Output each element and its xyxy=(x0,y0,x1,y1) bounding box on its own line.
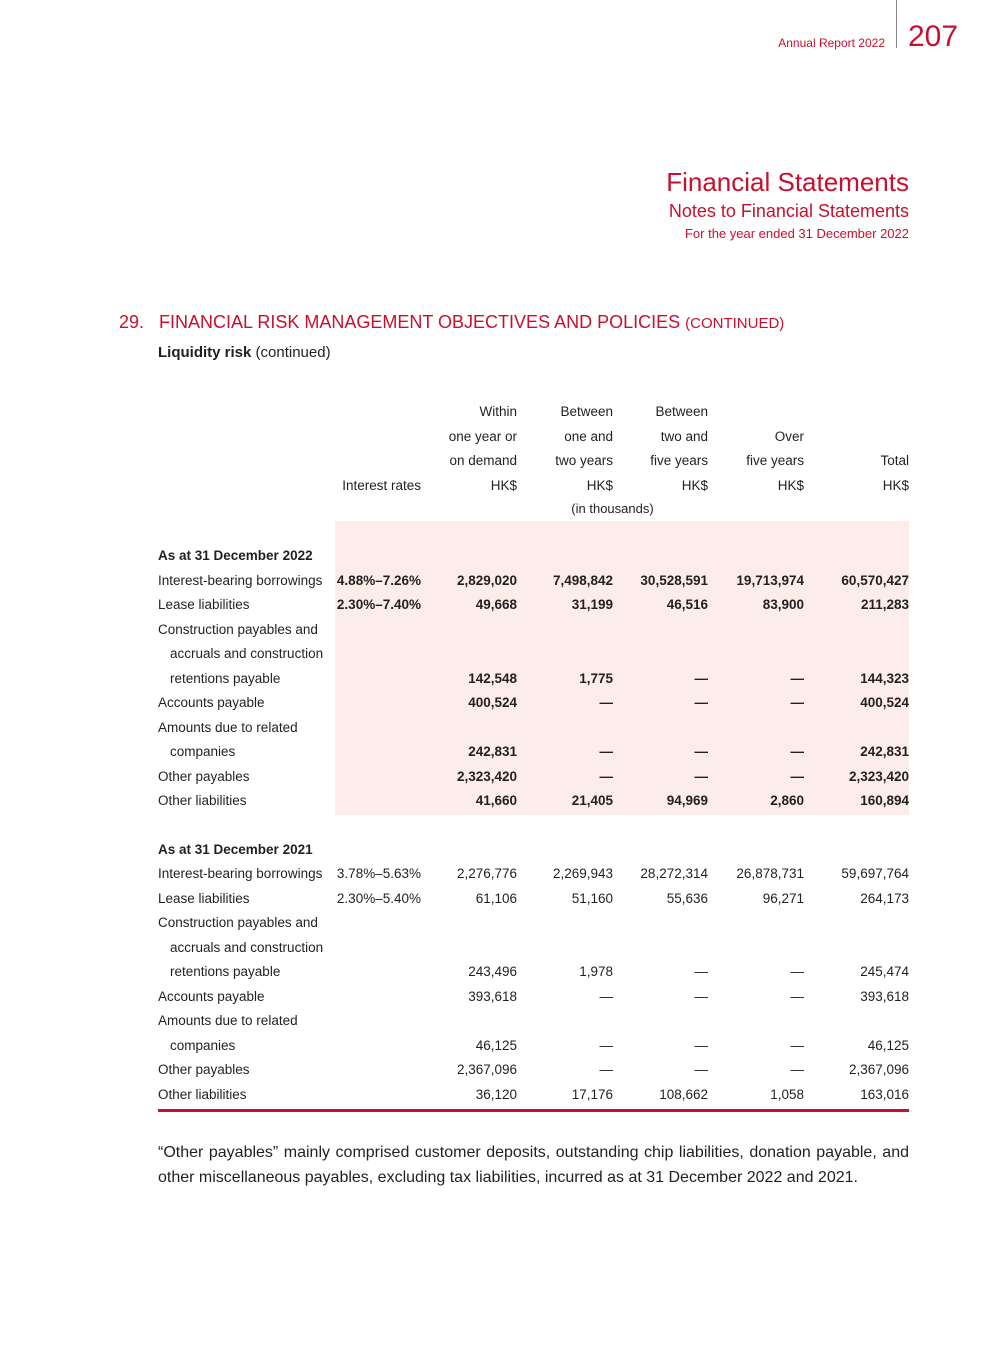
empty-cell xyxy=(708,1009,804,1034)
row-label: companies xyxy=(170,1037,236,1053)
empty-cell xyxy=(335,936,421,961)
value-cell: — xyxy=(694,988,708,1004)
column-header xyxy=(335,400,421,425)
value-cell: 2,367,096 xyxy=(848,1062,909,1077)
value-cell: 2,829,020 xyxy=(456,572,517,588)
unit-blank xyxy=(158,498,335,520)
subsection-continued: (continued) xyxy=(255,344,331,361)
table-bottom-rule xyxy=(158,1109,909,1112)
empty-cell xyxy=(421,618,517,643)
row-label: Other payables xyxy=(158,1062,250,1077)
row-label: Lease liabilities xyxy=(158,597,250,612)
interest-rate-cell: 2.30%–7.40% xyxy=(336,597,421,612)
row-label: retentions payable xyxy=(170,964,281,979)
empty-cell xyxy=(613,911,708,936)
value-cell: — xyxy=(790,695,804,710)
interest-rate-cell xyxy=(335,765,421,790)
row-label: Interest-bearing borrowings xyxy=(158,572,323,588)
header-blank-cell xyxy=(158,400,335,425)
value-cell: 1,978 xyxy=(579,964,613,979)
table-row xyxy=(158,642,909,667)
column-header: Interest rates xyxy=(342,477,421,493)
interest-rate-cell xyxy=(335,1083,421,1108)
value-cell: — xyxy=(790,768,804,784)
empty-cell xyxy=(335,618,421,643)
header-row xyxy=(158,474,909,499)
value-cell: 211,283 xyxy=(860,597,909,612)
value-cell: 28,272,314 xyxy=(640,866,708,881)
column-header xyxy=(708,400,804,425)
empty-cell xyxy=(517,716,613,741)
value-cell: 46,516 xyxy=(666,597,708,612)
period-label: For the year ended 31 December 2022 xyxy=(684,226,909,241)
row-label: Other liabilities xyxy=(158,793,247,808)
table-row xyxy=(158,789,909,814)
value-cell: 393,618 xyxy=(860,988,909,1004)
value-cell: 245,474 xyxy=(860,964,909,979)
value-cell: 7,498,842 xyxy=(552,572,613,588)
value-cell: 30,528,591 xyxy=(640,572,708,588)
row-label: Lease liabilities xyxy=(158,890,250,906)
interest-rate-cell: 2.30%–5.40% xyxy=(336,890,421,906)
value-cell: — xyxy=(790,988,804,1004)
value-cell: — xyxy=(599,768,613,784)
spacer-cell xyxy=(158,814,909,838)
table-row xyxy=(158,618,909,643)
value-cell: 19,713,974 xyxy=(736,572,804,588)
value-cell: 46,125 xyxy=(867,1037,909,1053)
spacer-row xyxy=(158,814,909,838)
section-heading xyxy=(119,312,784,333)
value-cell: — xyxy=(790,1062,804,1077)
header-row xyxy=(158,425,909,450)
table-row xyxy=(158,985,909,1010)
empty-cell xyxy=(613,716,708,741)
empty-cell xyxy=(708,716,804,741)
empty-cell xyxy=(708,618,804,643)
empty-cell xyxy=(517,1009,613,1034)
table-row xyxy=(158,862,909,887)
column-header: HK$ xyxy=(681,477,708,493)
value-cell: 1,058 xyxy=(770,1086,804,1102)
empty-cell xyxy=(804,716,909,741)
table-row xyxy=(158,1058,909,1083)
header-row xyxy=(158,400,909,425)
column-header xyxy=(335,425,421,450)
value-cell: — xyxy=(694,964,708,979)
header-blank-cell xyxy=(158,425,335,450)
value-cell: 31,199 xyxy=(571,597,613,612)
section-title: FINANCIAL RISK MANAGEMENT OBJECTIVES AND POLICIES xyxy=(159,312,681,332)
table-row xyxy=(158,911,909,936)
unit-blank xyxy=(335,498,421,520)
empty-cell xyxy=(804,1009,909,1034)
column-header: HK$ xyxy=(586,477,613,493)
value-cell: 2,367,096 xyxy=(456,1062,517,1077)
value-cell: 36,120 xyxy=(475,1086,517,1102)
value-cell: — xyxy=(790,744,804,759)
value-cell: — xyxy=(599,988,613,1004)
table-row xyxy=(158,1083,909,1108)
report-label: Annual Report 2022 xyxy=(778,36,885,50)
row-label: Other liabilities xyxy=(158,1086,247,1102)
year-heading-row xyxy=(158,544,909,569)
value-cell: 2,323,420 xyxy=(848,768,909,784)
interest-rate-cell xyxy=(335,691,421,716)
value-cell: 393,618 xyxy=(468,988,517,1004)
empty-cell xyxy=(421,936,517,961)
value-cell: — xyxy=(694,1062,708,1077)
value-cell: 51,160 xyxy=(571,890,613,906)
table-row xyxy=(158,1009,909,1034)
column-header: Total xyxy=(880,453,909,468)
empty-cell xyxy=(517,911,613,936)
value-cell: 55,636 xyxy=(666,890,708,906)
table-row xyxy=(158,667,909,692)
value-cell: 21,405 xyxy=(571,793,613,808)
empty-cell xyxy=(804,936,909,961)
row-label: Other payables xyxy=(158,768,250,784)
empty-cell xyxy=(804,911,909,936)
value-cell: 61,106 xyxy=(475,890,517,906)
table-row xyxy=(158,960,909,985)
value-cell: — xyxy=(694,695,708,710)
table-row xyxy=(158,569,909,594)
column-header: Over xyxy=(774,428,804,444)
row-label: accruals and construction xyxy=(170,646,324,661)
unit-label: (in thousands) xyxy=(571,501,654,516)
value-cell: 242,831 xyxy=(860,744,909,759)
column-header: on demand xyxy=(449,453,517,468)
column-header: Between xyxy=(560,404,613,419)
value-cell: 2,860 xyxy=(770,793,804,808)
column-header: HK$ xyxy=(882,477,909,493)
spacer-row xyxy=(158,520,909,544)
value-cell: — xyxy=(790,1037,804,1053)
column-header xyxy=(335,449,421,474)
column-header: one and xyxy=(564,428,613,444)
year-heading-row xyxy=(158,838,909,863)
empty-cell xyxy=(708,911,804,936)
empty-cell xyxy=(708,642,804,667)
value-cell: 400,524 xyxy=(860,695,909,710)
header-blank-cell xyxy=(158,449,335,474)
empty-cell xyxy=(708,936,804,961)
table-row xyxy=(158,691,909,716)
empty-cell xyxy=(613,618,708,643)
value-cell: 60,570,427 xyxy=(841,572,909,588)
empty-cell xyxy=(421,911,517,936)
empty-cell xyxy=(613,642,708,667)
subsection-heading xyxy=(158,344,331,361)
value-cell: 160,894 xyxy=(860,793,909,808)
value-cell: — xyxy=(694,670,708,686)
empty-cell xyxy=(335,911,421,936)
column-header: HK$ xyxy=(777,477,804,493)
header-row xyxy=(158,449,909,474)
row-label: Interest-bearing borrowings xyxy=(158,866,323,881)
table-row xyxy=(158,765,909,790)
unit-blank xyxy=(804,498,909,520)
row-label: retentions payable xyxy=(170,670,281,686)
column-header xyxy=(804,400,909,425)
row-label: accruals and construction xyxy=(170,939,324,955)
page-title: Financial Statements xyxy=(666,167,909,197)
value-cell: — xyxy=(599,695,613,710)
value-cell: 144,323 xyxy=(860,670,909,686)
value-cell: 264,173 xyxy=(860,890,909,906)
empty-cell xyxy=(517,936,613,961)
value-cell: 41,660 xyxy=(475,793,517,808)
liquidity-table xyxy=(158,400,909,1107)
value-cell: — xyxy=(599,1062,613,1077)
value-cell: — xyxy=(790,964,804,979)
row-label: Accounts payable xyxy=(158,988,265,1004)
empty-cell xyxy=(421,642,517,667)
value-cell: 163,016 xyxy=(860,1086,909,1102)
value-cell: — xyxy=(599,744,613,759)
row-label: Amounts due to related xyxy=(158,719,298,735)
table-row xyxy=(158,887,909,912)
value-cell: 142,548 xyxy=(468,670,517,686)
row-label: Construction payables and xyxy=(158,915,318,930)
value-cell: 83,900 xyxy=(762,597,804,612)
year-heading: As at 31 December 2021 xyxy=(158,841,313,857)
unit-row xyxy=(158,498,909,520)
value-cell: — xyxy=(694,1037,708,1053)
header-blank-cell xyxy=(158,474,335,499)
value-cell: 2,276,776 xyxy=(456,866,517,881)
empty-cell xyxy=(517,642,613,667)
header-divider xyxy=(896,0,897,48)
empty-cell xyxy=(804,642,909,667)
empty-cell xyxy=(613,1009,708,1034)
value-cell: 46,125 xyxy=(475,1037,517,1053)
subsection-title: Liquidity risk xyxy=(158,344,252,361)
interest-rate-cell xyxy=(335,789,421,814)
value-cell: 2,269,943 xyxy=(552,866,613,881)
column-header: two and xyxy=(660,428,708,444)
value-cell: 59,697,764 xyxy=(841,866,909,881)
interest-rate-cell xyxy=(335,740,421,765)
value-cell: 108,662 xyxy=(659,1086,708,1102)
value-cell: — xyxy=(790,670,804,686)
value-cell: 1,775 xyxy=(579,670,613,686)
page-number: 207 xyxy=(908,20,959,53)
table-row xyxy=(158,1034,909,1059)
column-header: two years xyxy=(555,453,613,468)
column-header: Between xyxy=(655,404,708,419)
value-cell: 26,878,731 xyxy=(736,866,804,881)
column-header: HK$ xyxy=(490,477,517,493)
row-label: Amounts due to related xyxy=(158,1013,298,1028)
interest-rate-cell: 4.88%–7.26% xyxy=(336,572,421,588)
empty-cell xyxy=(804,618,909,643)
column-header: one year or xyxy=(448,428,517,444)
spacer-cell xyxy=(158,520,909,544)
empty-cell xyxy=(421,1009,517,1034)
interest-rate-cell xyxy=(335,985,421,1010)
page-subtitle: Notes to Financial Statements xyxy=(668,201,909,221)
title-block xyxy=(666,166,909,244)
section-continued: (CONTINUED) xyxy=(685,315,785,332)
value-cell: 17,176 xyxy=(571,1086,613,1102)
section-number: 29. xyxy=(119,312,145,332)
empty-cell xyxy=(335,1009,421,1034)
interest-rate-cell: 3.78%–5.63% xyxy=(336,866,421,881)
table-row xyxy=(158,936,909,961)
year-heading: As at 31 December 2022 xyxy=(158,548,313,563)
empty-cell xyxy=(421,716,517,741)
value-cell: — xyxy=(694,744,708,759)
column-header xyxy=(804,425,909,450)
value-cell: 49,668 xyxy=(475,597,517,612)
column-header: five years xyxy=(746,453,804,468)
interest-rate-cell xyxy=(335,960,421,985)
empty-cell xyxy=(613,936,708,961)
row-label: Construction payables and xyxy=(158,621,318,637)
table-row xyxy=(158,740,909,765)
value-cell: 96,271 xyxy=(762,890,804,906)
value-cell: 242,831 xyxy=(468,744,517,759)
interest-rate-cell xyxy=(335,1034,421,1059)
value-cell: 2,323,420 xyxy=(456,768,517,784)
table-row xyxy=(158,593,909,618)
column-header: five years xyxy=(650,453,708,468)
interest-rate-cell xyxy=(335,667,421,692)
value-cell: 243,496 xyxy=(468,964,517,979)
table-row xyxy=(158,716,909,741)
column-header: Within xyxy=(479,404,517,419)
empty-cell xyxy=(335,642,421,667)
row-label: Accounts payable xyxy=(158,695,265,710)
footnote-paragraph: “Other payables” mainly comprised customer deposits, outstanding chip liabilities, donation payable, and other miscellaneous payables, excluding tax liabilities, incurred as at 31 December 2022 and 2021. xyxy=(158,1144,909,1186)
value-cell: 94,969 xyxy=(666,793,708,808)
row-label: companies xyxy=(170,744,236,759)
value-cell: 400,524 xyxy=(468,695,517,710)
value-cell: — xyxy=(599,1037,613,1053)
empty-cell xyxy=(335,716,421,741)
value-cell: — xyxy=(694,768,708,784)
empty-cell xyxy=(517,618,613,643)
interest-rate-cell xyxy=(335,1058,421,1083)
